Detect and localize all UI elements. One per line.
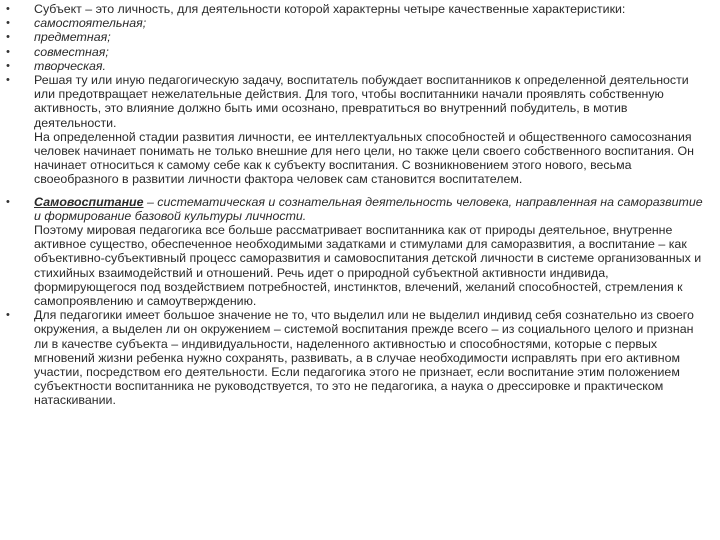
bullet-pedagogy-significance bbox=[6, 308, 706, 407]
bullet-characteristic-creative bbox=[6, 59, 706, 73]
self-education-definition-text: – систематическая и сознательная деятельность человека, направленная на саморазвитие и формирование базовой культуры личности. bbox=[34, 194, 703, 223]
paragraph-world-pedagogy: Поэтому мировая педагогика все больше рассматривает воспитанника как от природы деятельное, внутренне активное существо, обеспеченное необходимыми задатками и стимулами для саморазвития, а воспитание – как объективно-субъективный процесс саморазвития и самовоспитания детской личности в системе организованных и стихийных взаимодействий и отношений. Речь идет о природной субъектной активности индивида, формирующегося под воздействием потребностей, инстинктов, влечений, желаний способностей, стремления к самопроявлению и самоутверждению. bbox=[34, 223, 702, 309]
self-education-term: Самовоспитание bbox=[34, 194, 144, 209]
bullet-text: • Субъект – это личность, для деятельности которой характерны четыре качественные характеристики: bbox=[34, 2, 626, 16]
bullet-list bbox=[6, 2, 706, 408]
bullet-self-education bbox=[6, 195, 706, 309]
bullet-characteristic-joint bbox=[6, 45, 706, 59]
bullet-pedagogical-task bbox=[6, 73, 706, 187]
bullet-text: • творческая. bbox=[34, 58, 106, 73]
paragraph-motivation: • Решая ту или иную педагогическую задачу, воспитатель побуждает воспитанников к определенной деятельности или предотвращает нежелательные действия. Для того, чтобы воспитанники начали проявлять собственную активность, это влияние должно быть ими осознано, превратиться во внутренний побудитель, в мотив деятельности. bbox=[34, 73, 689, 130]
paragraph-self-awareness: На определенной стадии развития личности, ее интеллектуальных способностей и общественного самосознания человек начинает понимать не только внешние для него цели, но также цели своего собственного воспитания. Он начинает относиться к самому себе как к субъекту воспитания. С возникновением этого нового, весьма своеобразного в развитии личности фактора человек сам становится воспитателем. bbox=[34, 129, 694, 187]
bullet-subject-definition bbox=[6, 2, 706, 16]
bullet-text: • совместная; bbox=[34, 44, 109, 59]
bullet-text: • самостоятельная; bbox=[34, 16, 147, 31]
bullet-characteristic-objective bbox=[6, 30, 706, 44]
bullet-text: • Для педагогики имеет большое значение не то, что выделил или не выделил индивид себя сознательно из своего окружения, а выделен ли он окружением – системой воспитания прежде всего – из социального целого и признан ли в качестве субъекта – индивидуальности, наделенного активностью и способностями, которые с первых мгновений жизни ребенка нужно сохранять, развивать, а в случае необходимости исправлять при его активном участии, посредством его деятельности. Если педагогика этого не признает, если воспитание этим положением субъектности воспитанника не руководствуется, то это не педагогика, а наука о дрессировке и практическом натаскивании. bbox=[34, 308, 694, 408]
self-education-definition bbox=[34, 195, 706, 223]
bullet-characteristic-independent bbox=[6, 16, 706, 30]
bullet-text: • предметная; bbox=[34, 30, 111, 45]
